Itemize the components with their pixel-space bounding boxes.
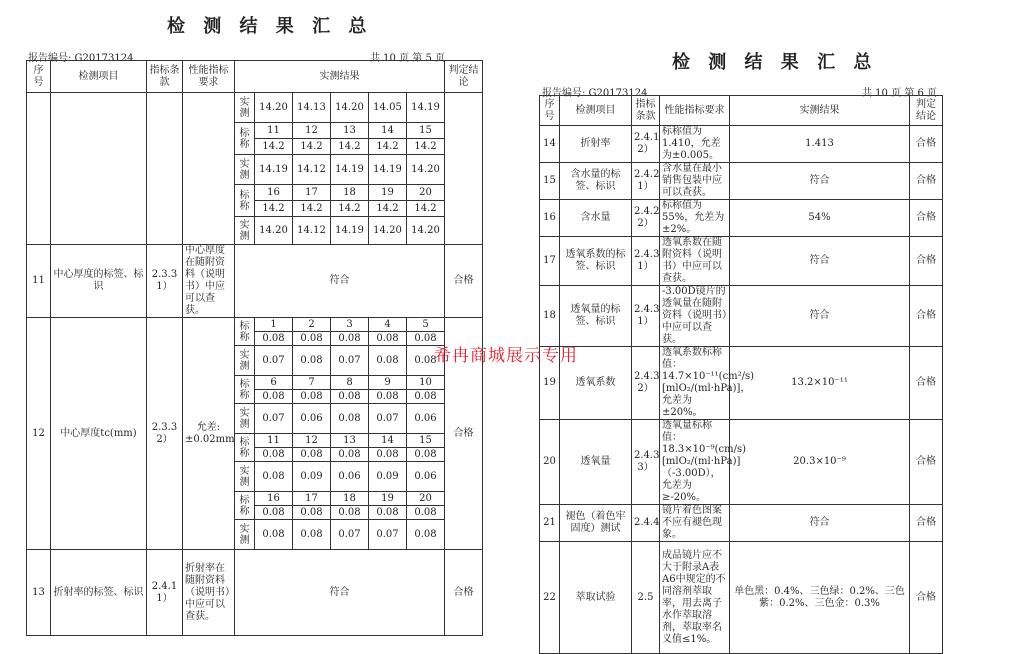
cell: 10 — [407, 376, 445, 390]
label-measured: 实测 — [235, 217, 255, 245]
cell: 5 — [407, 318, 445, 332]
cell: 0.08 — [369, 332, 407, 346]
label-measured: 实测 — [235, 93, 255, 123]
cell: 14.2 — [369, 201, 407, 217]
cell: 0.08 — [255, 520, 293, 550]
cell: 0.08 — [331, 390, 369, 404]
cell: 14.19 — [331, 155, 369, 185]
cell: 14.20 — [331, 93, 369, 123]
row-clause: 2.5 — [632, 542, 660, 654]
row12-req: 允差:±0.02mm — [183, 318, 235, 550]
cont-req — [183, 93, 235, 245]
cont-clause — [147, 93, 183, 245]
hdr-verdict: 判定结论 — [445, 61, 483, 93]
cell: 0.07 — [255, 346, 293, 376]
row-verdict: 合格 — [910, 286, 943, 347]
row-no: 14 — [540, 126, 560, 163]
cell: 0.08 — [293, 506, 331, 520]
r-hdr-no: 序号 — [540, 96, 560, 126]
label-mark: 标称 — [235, 376, 255, 404]
label-mark: 标称 — [235, 492, 255, 520]
row-clause: 2.4.3 1） — [632, 237, 660, 286]
cell: 0.08 — [293, 520, 331, 550]
left-results-table — [26, 60, 483, 636]
cell: 14.2 — [407, 201, 445, 217]
watermark-text: 希冉商城展示专用 — [434, 346, 578, 366]
cell: 19 — [369, 185, 407, 201]
r-hdr-result: 实测结果 — [730, 96, 910, 126]
cell: 0.08 — [255, 448, 293, 462]
cell: 0.06 — [407, 462, 445, 492]
cell: 0.08 — [293, 332, 331, 346]
cell: 18 — [331, 185, 369, 201]
cell: 19 — [369, 492, 407, 506]
cell: 14.19 — [331, 217, 369, 245]
cell: 12 — [293, 123, 331, 139]
row-verdict: 合格 — [910, 420, 943, 505]
cell: 0.09 — [369, 462, 407, 492]
row-clause: 2.4.3 2） — [632, 347, 660, 420]
cell: 12 — [293, 434, 331, 448]
right-page-title: 检 测 结 果 汇 总 — [672, 52, 878, 73]
cell: 14.13 — [293, 93, 331, 123]
label-mark: 标称 — [235, 123, 255, 155]
row-result: 符合 — [730, 163, 910, 200]
left-page-title: 检 测 结 果 汇 总 — [167, 16, 373, 37]
row-item: 含水量的标签、标识 — [560, 163, 632, 200]
r-hdr-item: 检测项目 — [560, 96, 632, 126]
cell: 0.08 — [407, 390, 445, 404]
cell: 0.09 — [293, 462, 331, 492]
row-result: 符合 — [730, 505, 910, 542]
row13-result: 符合 — [235, 550, 445, 636]
cell: 14.20 — [407, 217, 445, 245]
row-item: 褪色（着色牢固度）测试 — [560, 505, 632, 542]
hdr-result: 实测结果 — [235, 61, 445, 93]
cell: 0.08 — [255, 506, 293, 520]
cell: 0.08 — [407, 520, 445, 550]
cell: 0.08 — [293, 390, 331, 404]
cell: 14.05 — [369, 93, 407, 123]
cell: 13 — [331, 434, 369, 448]
row-item: 透氧系数 — [560, 347, 632, 420]
cell: 8 — [331, 376, 369, 390]
right-page-info: 共 10 页 第 6 页 — [862, 88, 937, 99]
cell: 14.20 — [407, 155, 445, 185]
cell: 0.08 — [369, 346, 407, 376]
cell: 20 — [407, 185, 445, 201]
cell: 16 — [255, 185, 293, 201]
row-no: 20 — [540, 420, 560, 505]
right-report-no: 报告编号: G20173124 — [542, 88, 648, 99]
row-verdict: 合格 — [910, 200, 943, 237]
row-result: 54% — [730, 200, 910, 237]
cell: 0.08 — [369, 390, 407, 404]
row12-verdict: 合格 — [445, 318, 483, 550]
row-req: -3.00D镜片的透氧量在随附资料（说明书）中应可以查获。 — [660, 286, 730, 347]
row-no: 19 — [540, 347, 560, 420]
row11-no: 11 — [27, 245, 51, 318]
cell: 0.08 — [369, 506, 407, 520]
row11-req: 中心厚度在随附资料（说明书）中应可以查获。 — [183, 245, 235, 318]
row-verdict: 合格 — [910, 542, 943, 654]
cell: 0.08 — [255, 332, 293, 346]
row13-item: 折射率的标签、标识 — [51, 550, 147, 636]
r-hdr-verdict: 判定结论 — [910, 96, 943, 126]
cont-verdict — [445, 93, 483, 245]
cell: 0.08 — [407, 506, 445, 520]
row11-verdict: 合格 — [445, 245, 483, 318]
row-req: 透氧系数在随附资料（说明书）中应可以查获。 — [660, 237, 730, 286]
row-clause: 2.4.3 3） — [632, 420, 660, 505]
cell: 17 — [293, 185, 331, 201]
row12-item: 中心厚度tc(mm) — [51, 318, 147, 550]
label-measured: 实测 — [235, 346, 255, 376]
row-clause: 2.4.1 2） — [632, 126, 660, 163]
cell: 14.2 — [407, 139, 445, 155]
cell: 0.08 — [331, 448, 369, 462]
cell: 14.19 — [407, 93, 445, 123]
cell: 0.08 — [293, 448, 331, 462]
row-verdict: 合格 — [910, 237, 943, 286]
hdr-no: 序号 — [27, 61, 51, 93]
row-req: 含水量在最小销售包装中应可以查获。 — [660, 163, 730, 200]
row-clause: 2.4.4 — [632, 505, 660, 542]
cell: 15 — [407, 123, 445, 139]
left-page-info: 共 10 页 第 5 页 — [370, 53, 445, 64]
cell: 14 — [369, 123, 407, 139]
row-verdict: 合格 — [910, 347, 943, 420]
row-verdict: 合格 — [910, 505, 943, 542]
cell: 1 — [255, 318, 293, 332]
cell: 0.07 — [369, 520, 407, 550]
cell: 0.07 — [255, 404, 293, 434]
cell: 0.08 — [369, 448, 407, 462]
row-verdict: 合格 — [910, 126, 943, 163]
row-req: 透氧量标称值：18.3×10⁻⁹(cm/s)[mlO₂/(ml·hPa)]（-3.00D），允差为≥-20%。 — [660, 420, 730, 505]
cell: 14.2 — [369, 139, 407, 155]
cell: 9 — [369, 376, 407, 390]
cell: 0.08 — [293, 346, 331, 376]
row-result: 符合 — [730, 286, 910, 347]
label-mark: 标称 — [235, 185, 255, 217]
row-result: 符合 — [730, 237, 910, 286]
cell: 0.07 — [331, 520, 369, 550]
row-result: 20.3×10⁻⁹ — [730, 420, 910, 505]
cell: 11 — [255, 434, 293, 448]
row-clause: 2.4.2 2） — [632, 200, 660, 237]
row13-no: 13 — [27, 550, 51, 636]
cell: 14.2 — [255, 139, 293, 155]
row-req: 镜片着色图案不应有褪色现象。 — [660, 505, 730, 542]
row11-result: 符合 — [235, 245, 445, 318]
row-clause: 2.4.2 1） — [632, 163, 660, 200]
cell: 0.06 — [331, 462, 369, 492]
row12-clause: 2.3.3 2） — [147, 318, 183, 550]
hdr-clause: 指标条款 — [147, 61, 183, 93]
cell: 0.08 — [407, 332, 445, 346]
cell: 0.08 — [331, 404, 369, 434]
cell: 0.07 — [369, 404, 407, 434]
row-item: 含水量 — [560, 200, 632, 237]
cell: 14 — [369, 434, 407, 448]
label-measured: 实测 — [235, 155, 255, 185]
cell: 14.12 — [293, 217, 331, 245]
row-item: 萃取试验 — [560, 542, 632, 654]
cell: 0.06 — [407, 404, 445, 434]
row-verdict: 合格 — [910, 163, 943, 200]
cell: 14.19 — [255, 155, 293, 185]
row-req: 标称值为1.410，允差为±0.005。 — [660, 126, 730, 163]
cell: 18 — [331, 492, 369, 506]
cell: 6 — [255, 376, 293, 390]
row12-no: 12 — [27, 318, 51, 550]
row-result: 13.2×10⁻¹¹ — [730, 347, 910, 420]
row11-clause: 2.3.3 1） — [147, 245, 183, 318]
cell: 14.2 — [255, 201, 293, 217]
cell: 14.2 — [331, 201, 369, 217]
label-measured: 实测 — [235, 462, 255, 492]
row-no: 22 — [540, 542, 560, 654]
cell: 0.08 — [255, 390, 293, 404]
cell: 17 — [293, 492, 331, 506]
cell: 14.20 — [255, 217, 293, 245]
cell: 0.08 — [255, 462, 293, 492]
cont-no — [27, 93, 51, 245]
r-hdr-clause: 指标条款 — [632, 96, 660, 126]
cell: 14.20 — [369, 217, 407, 245]
cont-item — [51, 93, 147, 245]
row-result: 1.413 — [730, 126, 910, 163]
row13-clause: 2.4.1 1） — [147, 550, 183, 636]
cell: 14.12 — [293, 155, 331, 185]
hdr-req: 性能指标要求 — [183, 61, 235, 93]
row-item: 透氧量的标签、标识 — [560, 286, 632, 347]
r-hdr-req: 性能指标要求 — [660, 96, 730, 126]
label-mark: 标称 — [235, 318, 255, 346]
row-no: 18 — [540, 286, 560, 347]
row-item: 透氧量 — [560, 420, 632, 505]
row-no: 17 — [540, 237, 560, 286]
row-item: 透氧系数的标签、标识 — [560, 237, 632, 286]
cell: 14.2 — [293, 139, 331, 155]
row-result: 单色黑：0.4%、三色绿：0.2%、三色紫：0.2%、三色金：0.3% — [730, 542, 910, 654]
cell: 0.08 — [407, 448, 445, 462]
left-report-no: 报告编号: G20173124 — [28, 53, 134, 64]
cell: 14.2 — [331, 139, 369, 155]
row-req: 成品镜片应不大于附录A表A6中规定的不同溶剂萃取率，用去离子水作萃取溶剂，萃取率名义值≤1%。 — [660, 542, 730, 654]
right-results-table — [539, 95, 943, 654]
cell: 3 — [331, 318, 369, 332]
cell: 13 — [331, 123, 369, 139]
hdr-item: 检测项目 — [51, 61, 147, 93]
cell: 0.06 — [293, 404, 331, 434]
cell: 15 — [407, 434, 445, 448]
row-no: 21 — [540, 505, 560, 542]
row-req: 透氧系数标称值：14.7×10⁻¹¹(cm²/s)[mlO₂/(ml·hPa)]，允差为±20%。 — [660, 347, 730, 420]
cell: 20 — [407, 492, 445, 506]
cell: 14.20 — [255, 93, 293, 123]
cell: 0.08 — [331, 332, 369, 346]
cell: 14.19 — [369, 155, 407, 185]
cell: 0.07 — [331, 346, 369, 376]
row13-req: 折射率在随附资料（说明书）中应可以查获。 — [183, 550, 235, 636]
row-clause: 2.4.3 1） — [632, 286, 660, 347]
cell: 11 — [255, 123, 293, 139]
cell: 4 — [369, 318, 407, 332]
row-item: 折射率 — [560, 126, 632, 163]
label-mark: 标称 — [235, 434, 255, 462]
row-no: 16 — [540, 200, 560, 237]
label-measured: 实测 — [235, 404, 255, 434]
cell: 0.08 — [407, 346, 445, 376]
row-no: 15 — [540, 163, 560, 200]
cell: 14.2 — [293, 201, 331, 217]
cell: 2 — [293, 318, 331, 332]
row13-verdict: 合格 — [445, 550, 483, 636]
cell: 0.08 — [331, 506, 369, 520]
cell: 16 — [255, 492, 293, 506]
row11-item: 中心厚度的标签、标识 — [51, 245, 147, 318]
label-measured: 实测 — [235, 520, 255, 550]
cell: 7 — [293, 376, 331, 390]
row-req: 标称值为55%，允差为±2%。 — [660, 200, 730, 237]
